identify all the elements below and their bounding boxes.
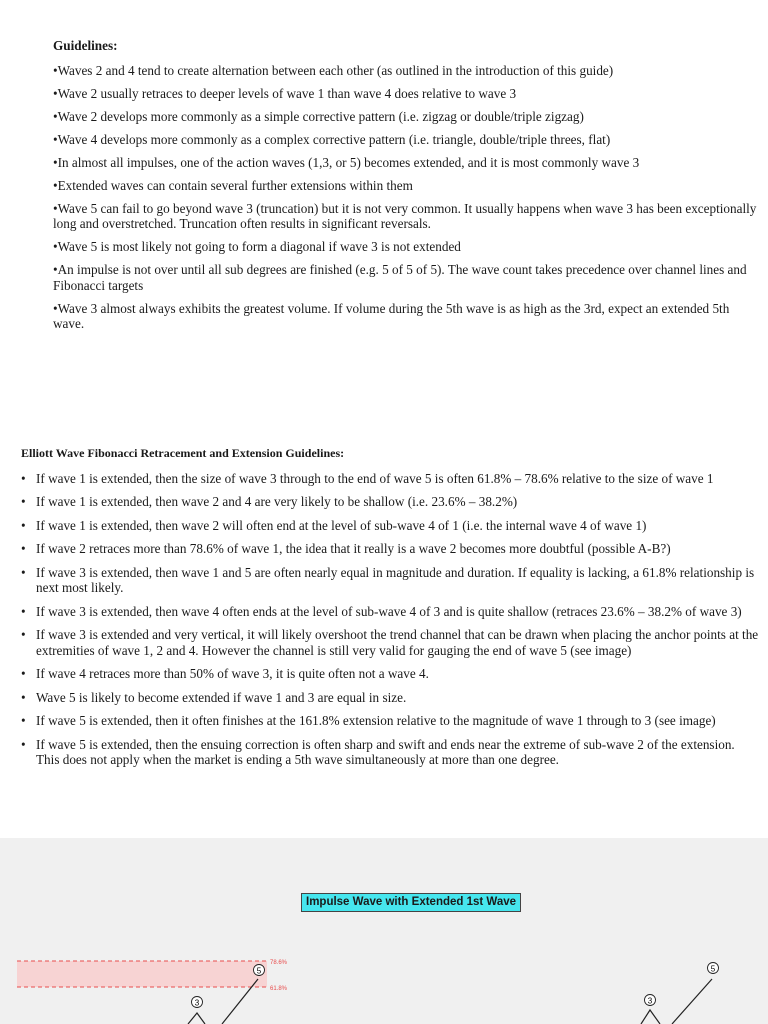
list-item-text: If wave 1 is extended, then wave 2 and 4 are very likely to be shallow (i.e. 23.6% – 38.2%) (36, 494, 518, 509)
guideline-item: •Wave 5 can fail to go beyond wave 3 (truncation) but it is not very common. It usually happens when wave 3 has been exceptionally long and overstretched. Truncation often results in significant reversals. (53, 200, 757, 231)
wave-label-left-3: 3 (194, 998, 200, 1008)
guideline-item: •Waves 2 and 4 tend to create alternation between each other (as outlined in the introduction of this guide) (53, 62, 614, 78)
list-item-text: If wave 1 is extended, then wave 2 will often end at the level of sub-wave 4 of 1 (i.e. the internal wave 4 of wave 1) (36, 517, 647, 533)
guideline-item: •Wave 2 develops more commonly as a simple corrective pattern (i.e. zigzag or double/triple zigzag) (53, 108, 584, 124)
right-wave-3-path (641, 1010, 660, 1024)
guideline-item: •Wave 4 develops more commonly as a complex corrective pattern (i.e. triangle, double/triple threes, flat) (53, 131, 611, 147)
bullet-icon: • (21, 541, 26, 556)
fibonacci-list (21, 471, 761, 768)
fibonacci-heading: Elliott Wave Fibonacci Retracement and Extension Guidelines: (21, 446, 345, 460)
wave-label-left-5: 5 (256, 966, 262, 976)
bullet-icon: • (21, 627, 26, 642)
list-item-text: If wave 5 is extended, then it often finishes at the 161.8% extension relative to the magnitude of wave 1 through to 3 (see image) (36, 713, 716, 728)
figure-title: Impulse Wave with Extended 1st Wave (301, 893, 521, 912)
list-item-text: If wave 2 retraces more than 78.6% of wave 1, the idea that it really is a wave 2 becomes more doubtful (possible A-B?) (36, 541, 671, 556)
guideline-item: •Wave 3 almost always exhibits the greatest volume. If volume during the 5th wave is as high as the 3rd, expect an extended 5th wave. (53, 300, 730, 331)
guideline-item: •In almost all impulses, one of the action waves (1,3, or 5) becomes extended, and it is most commonly wave 3 (53, 154, 640, 170)
list-item-text: If wave 1 is extended, then the size of wave 3 through to the end of wave 5 is often 61.8% – 78.6% relative to the size of wave 1 (36, 470, 714, 486)
bullet-icon: • (21, 494, 26, 509)
list-item (21, 690, 761, 706)
fib-label-lower: 61.8% (270, 986, 288, 992)
list-item (21, 737, 761, 768)
list-item (21, 713, 761, 729)
right-wave-5-path (672, 979, 712, 1024)
list-item (21, 666, 761, 682)
list-item-text: If wave 3 is extended, then wave 4 often ends at the level of sub-wave 4 of 3 and is quite shallow (retraces 23.6% – 38.2% of wave 3) (36, 603, 742, 619)
list-item (21, 494, 761, 510)
bullet-icon: • (21, 564, 26, 580)
list-item (21, 518, 761, 534)
guideline-item: •Extended waves can contain several further extensions within them (53, 177, 413, 193)
list-item-text: Wave 5 is likely to become extended if wave 1 and 3 are equal in size. (36, 689, 407, 705)
bullet-icon: • (21, 603, 26, 619)
wave-label-right-3: 3 (647, 996, 653, 1006)
bullet-icon: • (21, 470, 26, 486)
bullet-icon: • (21, 713, 26, 728)
wave-label-right-5: 5 (710, 964, 716, 974)
fibonacci-guidelines-section (21, 446, 761, 776)
bullet-icon: • (21, 666, 26, 681)
list-item-text: If wave 5 is extended, then the ensuing correction is often sharp and swift and ends near the extreme of sub-wave 2 of the extension. This does not apply when the market is ending a 5th wave simultaneously at more than one degree. (36, 736, 735, 767)
bullet-icon: • (21, 689, 26, 705)
guidelines-section (53, 38, 759, 339)
list-item (21, 471, 761, 487)
guideline-item: •An impulse is not over until all sub degrees are finished (e.g. 5 of 5 of 5). The wave count takes precedence over channel lines and Fibonacci targets (53, 262, 747, 293)
fib-label-upper: 78.6% (270, 960, 288, 966)
left-wave-3-path (188, 1013, 205, 1024)
guidelines-heading: Guidelines: (53, 38, 118, 53)
list-item (21, 565, 761, 596)
list-item (21, 627, 761, 658)
impulse-wave-diagram (0, 838, 768, 1024)
guideline-item: •Wave 5 is most likely not going to form a diagonal if wave 3 is not extended (53, 239, 461, 254)
list-item (21, 604, 761, 620)
fib-zone (17, 961, 267, 987)
list-item (21, 541, 761, 557)
guideline-item: •Wave 2 usually retraces to deeper levels of wave 1 than wave 4 does relative to wave 3 (53, 85, 517, 101)
impulse-wave-figure (0, 838, 768, 1024)
list-item-text: If wave 4 retraces more than 50% of wave 3, it is quite often not a wave 4. (36, 666, 429, 681)
bullet-icon: • (21, 517, 26, 533)
list-item-text: If wave 3 is extended and very vertical, it will likely overshoot the trend channel that can be drawn when placing the anchor points at the extremities of wave 1, 2 and 4. However the channel is still very valid for gauging the end of wave 5 (see image) (36, 627, 759, 658)
bullet-icon: • (21, 736, 26, 752)
list-item-text: If wave 3 is extended, then wave 1 and 5 are often nearly equal in magnitude and duration. If equality is lacking, a 61.8% relationship is next most likely. (36, 564, 755, 595)
